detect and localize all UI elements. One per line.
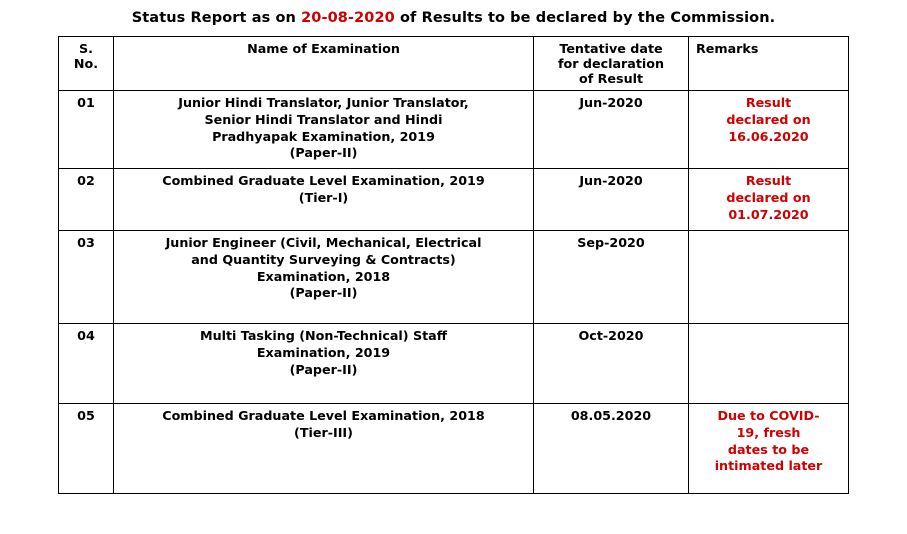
column-header-serial-number (59, 37, 114, 91)
remark-line: 19, fresh (736, 424, 801, 440)
remark-line: intimated later (714, 458, 823, 474)
remark-line: dates to be (727, 441, 810, 457)
exam-name-line: Combined Graduate Level Examination, 2019 (162, 173, 485, 188)
remark-line: Result (745, 173, 792, 188)
cell-exam-name (114, 91, 534, 169)
cell-serial-number: 03 (59, 231, 114, 324)
cell-remarks (689, 231, 849, 324)
remark-line: Result (745, 95, 792, 110)
serial-header-line-1: S. (79, 41, 93, 56)
table-row (59, 231, 849, 324)
table-body (59, 91, 849, 494)
exam-name-line: Pradhyapak Examination, 2019 (212, 128, 435, 144)
cell-tentative-date: Sep-2020 (534, 231, 689, 324)
column-header-tentative-date (534, 37, 689, 91)
remark-line: declared on (726, 189, 811, 205)
cell-serial-number: 04 (59, 324, 114, 404)
exam-name-line: Combined Graduate Level Examination, 2018 (162, 408, 485, 423)
cell-tentative-date: 08.05.2020 (534, 404, 689, 494)
title-suffix: of Results to be declared by the Commission. (394, 10, 776, 26)
cell-tentative-date: Oct-2020 (534, 324, 689, 404)
table-row (59, 404, 849, 494)
title-prefix: Status Report as on (131, 10, 302, 26)
date-header-line-2: for declaration (557, 56, 664, 71)
cell-serial-number: 02 (59, 169, 114, 231)
title-date: 20-08-2020 (301, 10, 395, 26)
cell-tentative-date: Jun-2020 (534, 91, 689, 169)
exam-name-line: Junior Engineer (Civil, Mechanical, Electrical (165, 235, 482, 250)
table-row (59, 324, 849, 404)
cell-serial-number: 05 (59, 404, 114, 494)
serial-header-line-2: No. (73, 56, 99, 71)
exam-name-line: Examination, 2018 (256, 268, 391, 284)
exam-name-line: Junior Hindi Translator, Junior Translator, (178, 95, 469, 110)
cell-exam-name (114, 324, 534, 404)
exam-name-line: (Paper-II) (289, 361, 358, 377)
exam-name-line: Examination, 2019 (256, 344, 391, 360)
remark-line: declared on (726, 111, 811, 127)
cell-exam-name (114, 169, 534, 231)
status-report-table (58, 36, 849, 494)
cell-exam-name (114, 231, 534, 324)
cell-remarks (689, 404, 849, 494)
exam-name-line: (Paper-II) (289, 145, 358, 161)
column-header-remarks: Remarks (689, 37, 849, 91)
remark-line: Due to COVID- (717, 408, 820, 423)
date-header-line-1: Tentative date (559, 41, 663, 56)
exam-name-line: (Tier-I) (298, 189, 349, 205)
cell-remarks (689, 91, 849, 169)
table-header-row (59, 37, 849, 91)
cell-serial-number: 01 (59, 91, 114, 169)
page-title (0, 0, 907, 36)
cell-remarks (689, 324, 849, 404)
table-header (59, 37, 849, 91)
cell-exam-name (114, 404, 534, 494)
exam-name-line: Senior Hindi Translator and Hindi (204, 111, 443, 127)
exam-name-line: (Paper-II) (289, 285, 358, 301)
exam-name-line: (Tier-III) (294, 424, 353, 440)
remark-line: 01.07.2020 (728, 206, 809, 222)
remark-line: 16.06.2020 (728, 128, 809, 144)
exam-name-line: and Quantity Surveying & Contracts) (191, 251, 456, 267)
table-row (59, 169, 849, 231)
table-row (59, 91, 849, 169)
cell-remarks (689, 169, 849, 231)
exam-name-line: Multi Tasking (Non-Technical) Staff (199, 328, 448, 343)
column-header-exam-name: Name of Examination (114, 37, 534, 91)
cell-tentative-date: Jun-2020 (534, 169, 689, 231)
date-header-line-3: of Result (578, 71, 644, 86)
